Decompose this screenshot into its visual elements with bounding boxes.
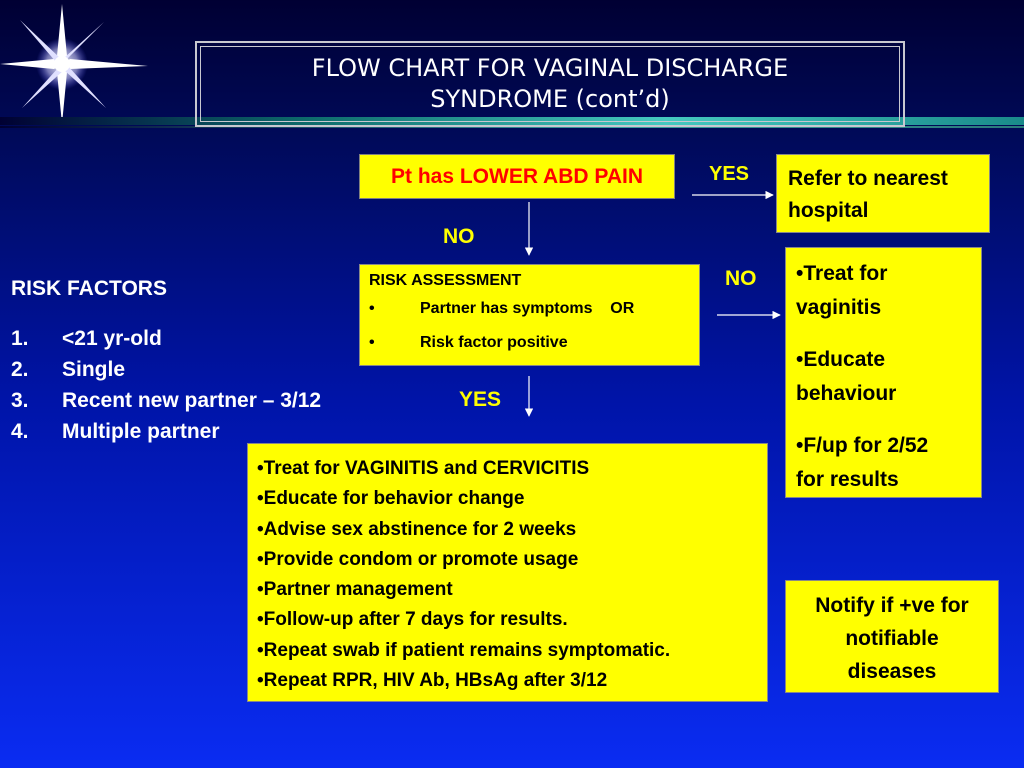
refer-line-1: Refer to nearest xyxy=(788,167,948,190)
risk-assessment-item-text: Risk factor positive xyxy=(420,334,568,351)
risk-factor-item xyxy=(11,325,167,356)
notify-line: notifiable xyxy=(845,627,939,650)
treatment-item: •Provide condom or promote usage xyxy=(257,548,579,570)
bullet: • xyxy=(369,300,375,317)
risk-factor-item xyxy=(11,387,322,418)
list-number: 3. xyxy=(11,389,29,412)
vaginitis-item-line: vaginitis xyxy=(796,296,882,319)
treatment-item: •Educate for behavior change xyxy=(257,488,525,510)
notify-line: diseases xyxy=(847,660,937,683)
yes-label-top: YES xyxy=(709,163,750,185)
refer-box xyxy=(776,154,990,233)
risk-factor-item xyxy=(11,356,167,387)
risk-factors-list xyxy=(11,275,322,449)
treatment-box xyxy=(247,443,768,702)
vaginitis-item-line: •Treat for xyxy=(796,262,888,285)
vaginitis-item-line: •Educate xyxy=(796,348,886,371)
yes-label-down: YES xyxy=(459,388,502,411)
bullet: • xyxy=(369,334,375,351)
risk-factor-text: Recent new partner – 3/12 xyxy=(62,389,322,412)
risk-factor-text: Single xyxy=(62,358,126,381)
risk-assessment-item xyxy=(369,333,699,367)
risk-factor-item xyxy=(11,418,220,449)
treatment-item: •Repeat swab if patient remains symptomatic. xyxy=(257,639,671,661)
treatment-item: •Treat for VAGINITIS and CERVICITIS xyxy=(257,458,590,479)
risk-factor-text: Multiple partner xyxy=(62,420,220,443)
risk-assessment-item-text: Partner has symptoms OR xyxy=(420,300,635,317)
vaginitis-box xyxy=(785,247,982,498)
risk-factors-heading: RISK FACTORS xyxy=(11,277,167,300)
title-line-2: SYNDROME (cont’d) xyxy=(430,85,670,113)
list-number: 4. xyxy=(11,420,29,443)
no-label-down: NO xyxy=(443,225,475,248)
list-number: 1. xyxy=(11,327,29,350)
vaginitis-item xyxy=(796,429,981,497)
risk-assessment-heading: RISK ASSESSMENT xyxy=(369,272,522,289)
notify-box xyxy=(785,580,999,693)
refer-line-2: hospital xyxy=(788,199,869,222)
vaginitis-item xyxy=(796,257,981,325)
vaginitis-item-line: •F/up for 2/52 xyxy=(796,434,929,457)
notify-line: Notify if +ve for xyxy=(815,594,969,617)
no-label-right: NO xyxy=(725,267,757,290)
vaginitis-item-line: behaviour xyxy=(796,382,897,405)
treatment-item: •Follow-up after 7 days for results. xyxy=(257,609,568,631)
treatment-item: •Partner management xyxy=(257,579,453,601)
vaginitis-item xyxy=(796,343,981,411)
title-line-1: FLOW CHART FOR VAGINAL DISCHARGE xyxy=(311,54,789,82)
treatment-item: •Advise sex abstinence for 2 weeks xyxy=(257,518,577,540)
list-number: 2. xyxy=(11,358,29,381)
risk-factor-text: <21 yr-old xyxy=(62,327,162,350)
vaginitis-item-line: for results xyxy=(796,468,899,491)
risk-assessment-item xyxy=(369,299,699,333)
treatment-item: •Repeat RPR, HIV Ab, HBsAg after 3/12 xyxy=(257,670,608,692)
risk-assessment-box xyxy=(359,264,700,366)
start-box: Pt has LOWER ABD PAIN xyxy=(359,154,675,199)
